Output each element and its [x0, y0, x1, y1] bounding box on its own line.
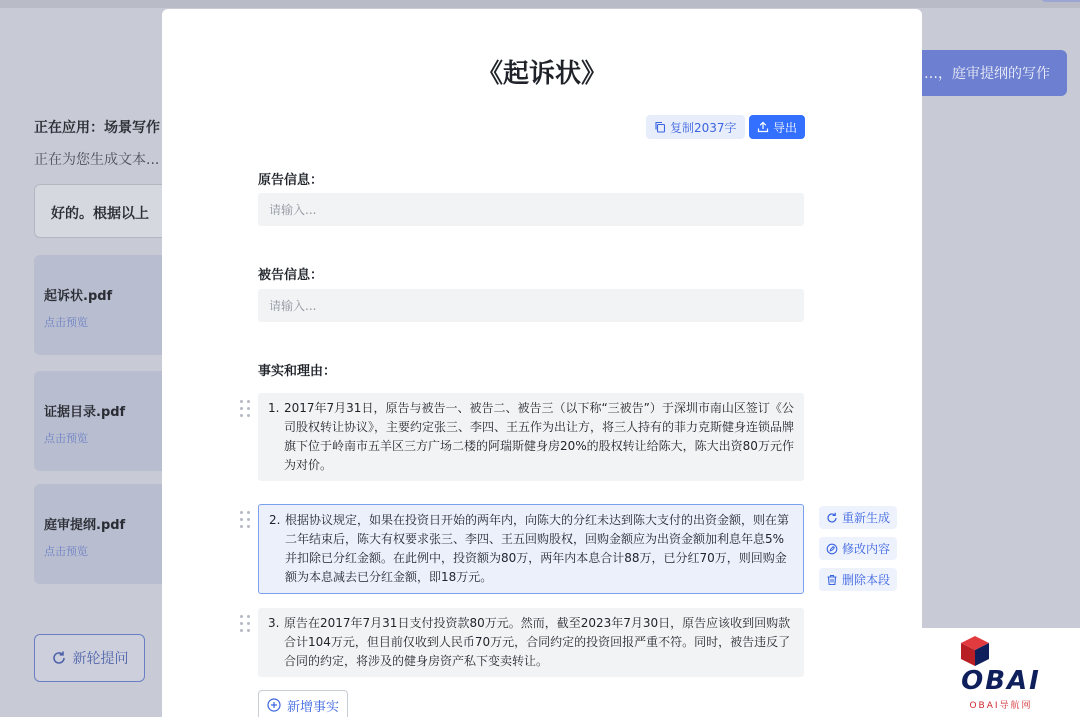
- edit-icon: [826, 543, 838, 555]
- refresh-icon: [51, 650, 67, 666]
- delete-paragraph-label: 删除本段: [842, 573, 891, 587]
- top-bar: [0, 0, 1080, 8]
- trash-icon: [826, 574, 838, 586]
- defendant-info-label: 被告信息：: [258, 268, 324, 283]
- file-preview-link[interactable]: 点击预览: [44, 316, 88, 329]
- top-bar-button[interactable]: [1040, 0, 1080, 2]
- plaintiff-info-label: 原告信息：: [258, 173, 324, 188]
- file-name: 庭审提纲.pdf: [44, 518, 126, 533]
- fact-text: 2017年7月31日，原告与被告一、被告二、被告三（以下称“三被告”）于深圳市南山区签订《公司股权转让协议》，主要约定张三、李四、王五作为出让方，将三人持有的菲力克斯健身连锁品牌旗下位于岭南市五羊区三方广场二楼的阿瑞斯健身房20%的股权转让给陈大，陈大出资80万元作为对价。: [284, 401, 795, 472]
- new-round-button[interactable]: [34, 634, 145, 682]
- new-round-label: 新轮提问: [72, 651, 129, 667]
- watermark: [922, 628, 1080, 717]
- fact-number: 2.: [269, 513, 281, 527]
- add-fact-button[interactable]: [258, 690, 348, 717]
- refresh-icon: [826, 512, 838, 524]
- trial-outline-writing-button[interactable]: [900, 50, 1067, 96]
- file-preview-link[interactable]: 点击预览: [44, 545, 88, 558]
- drag-handle-icon[interactable]: [240, 511, 252, 529]
- fact-text: 原告在2017年7月31日支付投资款80万元。然而，截至2023年7月30日，原告应该收到回购款合计104万元，但目前仅收到人民币70万元，合同约定的投资回报严重不符。同时，被告违反了合同的约定，将涉及的健身房资产私下变卖转让。: [284, 616, 791, 668]
- fact-item[interactable]: [258, 608, 804, 677]
- copy-label: 复制2037字: [670, 120, 737, 135]
- regenerate-label: 重新生成: [842, 511, 891, 525]
- applying-status-label: 正在应用：场景写作: [34, 120, 160, 136]
- watermark-sub-text: OBAI导航网: [969, 701, 1033, 711]
- document-title: 《起诉状》: [476, 59, 607, 89]
- plus-circle-icon: [267, 698, 281, 712]
- copy-button[interactable]: [646, 115, 745, 139]
- fact-item-selected[interactable]: [258, 504, 804, 594]
- export-label: 导出: [773, 120, 798, 135]
- fact-text: 根据协议规定，如果在投资日开始的两年内，向陈大的分红未达到陈大支付的出资金额，则在第二年结束后，陈大有权要求张三、李四、王五回购股权，回购金额应为出资金额加利息年息5%并扣除已分红金额。在此例中，投资额为80万，两年内本息合计88万，已分红70万，则回购金额为本息减去已分红金额，即18万元。: [285, 513, 790, 584]
- trial-outline-writing-label: …，庭审提纲的写作: [924, 66, 1050, 82]
- drag-handle-icon[interactable]: [240, 400, 252, 418]
- watermark-logo-text: OBAI: [961, 666, 1041, 696]
- cube-logo-icon: [953, 634, 997, 670]
- export-button[interactable]: [749, 115, 805, 139]
- fact-item[interactable]: [258, 393, 804, 481]
- copy-icon: [654, 121, 666, 133]
- file-name: 证据目录.pdf: [44, 405, 126, 420]
- fact-number: 1.: [268, 401, 280, 415]
- file-preview-link[interactable]: 点击预览: [44, 432, 88, 445]
- edit-content-button[interactable]: [819, 537, 897, 560]
- regenerate-button[interactable]: [819, 506, 897, 529]
- plaintiff-info-input[interactable]: [258, 193, 804, 226]
- add-fact-label: 新增事实: [287, 699, 340, 715]
- delete-paragraph-button[interactable]: [819, 568, 897, 591]
- upload-icon: [757, 121, 769, 133]
- edit-content-label: 修改内容: [842, 542, 891, 556]
- assistant-reply-bubble: 好的。根据以上: [34, 184, 204, 238]
- document-modal: [162, 9, 922, 717]
- facts-reasons-label: 事实和理由：: [258, 364, 337, 379]
- drag-handle-icon[interactable]: [240, 615, 252, 633]
- file-name: 起诉状.pdf: [44, 289, 113, 304]
- fact-number: 3.: [268, 616, 280, 630]
- generating-status-text: 正在为您生成文本...: [34, 152, 160, 168]
- defendant-info-input[interactable]: [258, 289, 804, 322]
